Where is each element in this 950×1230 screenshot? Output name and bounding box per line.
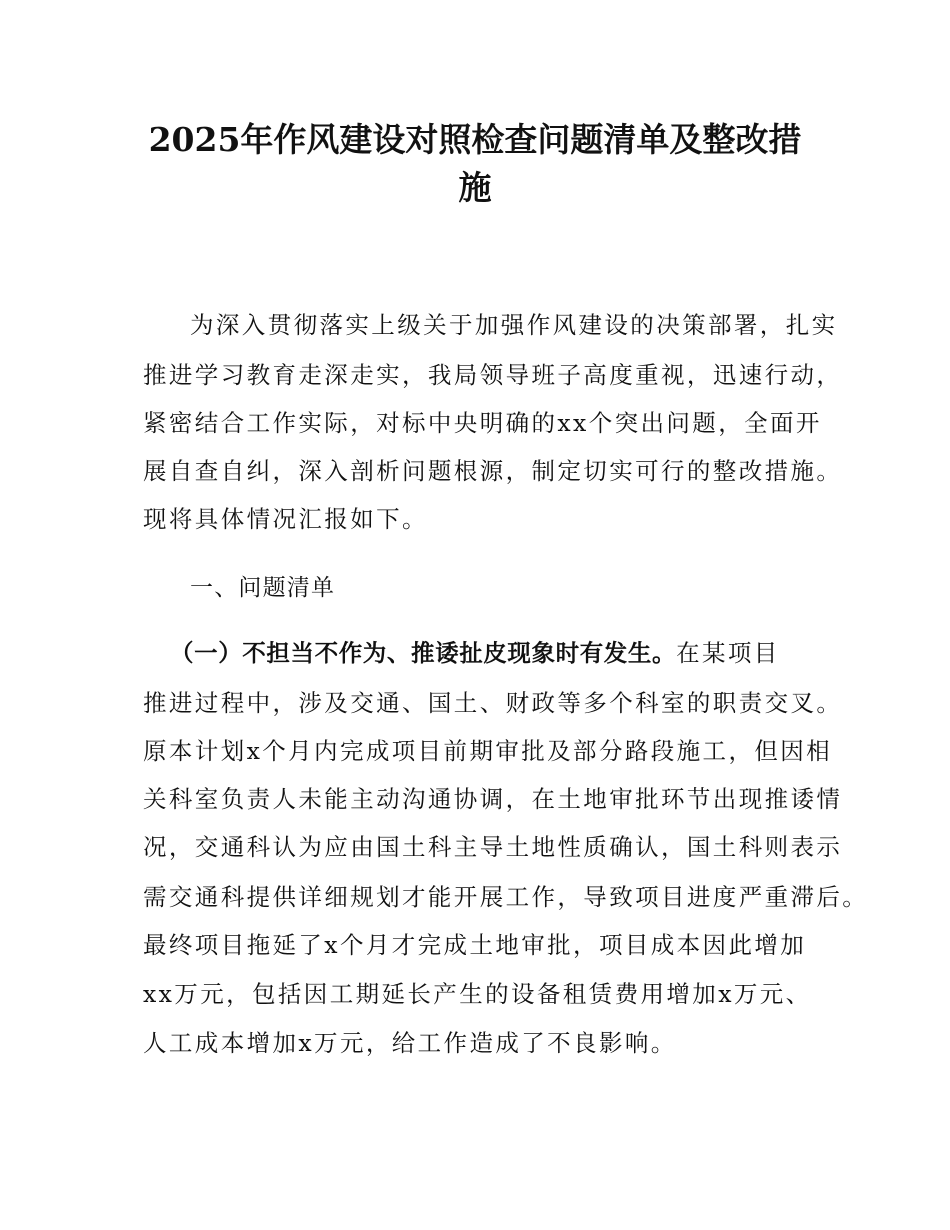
issue-lead-text: （一）不担当不作为、推诿扯皮现象时有发生。: [170, 639, 677, 667]
issue-line: 推进过程中，涉及交通、国土、财政等多个科室的职责交叉。: [143, 689, 843, 717]
document-title-line-1: 2025年作风建设对照检查问题清单及整改措: [148, 120, 802, 159]
document-title-line-2: 施: [458, 168, 492, 207]
issue-line: 关科室负责人未能主动沟通协调，在土地审批环节出现推诿情: [143, 785, 843, 813]
intro-line: 展自查自纠，深入剖析问题根源，制定切实可行的整改措施。: [143, 457, 843, 485]
issue-first-line-rest: 在某项目: [676, 639, 780, 667]
issue-line: 况，交通科认为应由国土科主导土地性质确认，国土科则表示: [143, 833, 843, 861]
section-heading: 一、问题清单: [190, 575, 336, 601]
intro-line: 为深入贯彻落实上级关于加强作风建设的决策部署，扎实: [190, 311, 838, 339]
issue-line: xx万元，包括因工期延长产生的设备租赁费用增加x万元、: [143, 980, 812, 1008]
issue-line: 最终项目拖延了x个月才完成土地审批，项目成本因此增加: [143, 931, 807, 959]
intro-line: 推进学习教育走深走实，我局领导班子高度重视，迅速行动，: [143, 361, 843, 389]
intro-line: 现将具体情况汇报如下。: [143, 505, 428, 533]
intro-line: 紧密结合工作实际，对标中央明确的xx个突出问题，全面开: [143, 409, 822, 437]
issue-line: 需交通科提供详细规划才能开展工作，导致项目进度严重滞后。: [143, 883, 869, 911]
issue-first-line: [170, 635, 780, 671]
issue-line: 原本计划x个月内完成项目前期审批及部分路段施工，但因相: [143, 737, 833, 765]
issue-line: 人工成本增加x万元，给工作造成了不良影响。: [143, 1029, 677, 1057]
